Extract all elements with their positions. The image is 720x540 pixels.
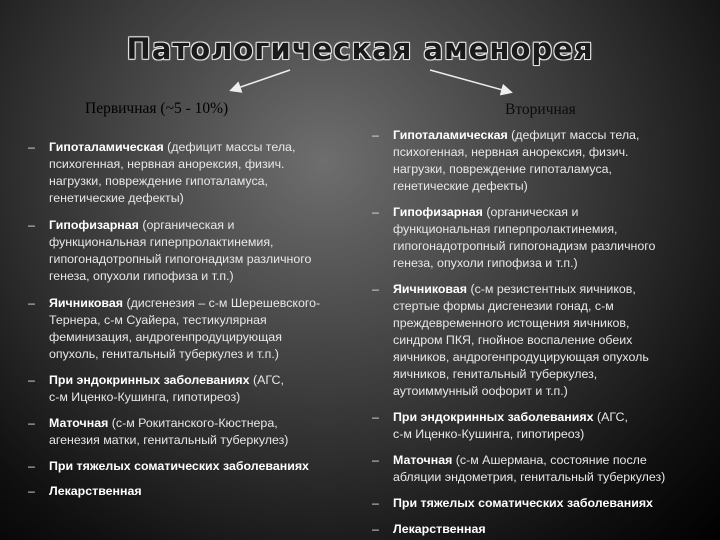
list-item: – Гипоталамическая (дефицит массы тела, психогенная, нервная анорексия, физич. нагрузки, повреждение гипоталамуса, генетические дефекты) xyxy=(28,140,296,205)
bullet-dash: – xyxy=(372,496,379,510)
list-item: – При эндокринных заболеваниях (АГС, с-м Иценко-Кушинга, гипотиреоз) xyxy=(372,410,628,441)
primary-list xyxy=(28,139,363,500)
slide-title: Патологическая аменорея xyxy=(126,32,594,66)
secondary-heading: Вторичная xyxy=(505,101,576,118)
list-item: – Лекарственная xyxy=(372,522,486,536)
bullet-dash: – xyxy=(28,373,35,387)
bullet-dash: – xyxy=(28,296,35,310)
list-item: – При тяжелых соматических заболеваниях xyxy=(372,496,653,510)
bullet-dash: – xyxy=(28,140,35,154)
bullet-dash: – xyxy=(372,128,379,142)
left-arrow xyxy=(232,70,290,90)
bullet-dash: – xyxy=(28,459,35,473)
bullet-dash: – xyxy=(372,410,379,424)
list-item: – Маточная (с-м Ашермана, состояние после абляции эндометрия, генитальный туберкулез) xyxy=(372,453,666,484)
list-item: – Гипоталамическая (дефицит массы тела, психогенная, нервная анорексия, физич. нагрузки, повреждение гипоталамуса, генетические дефекты) xyxy=(372,128,640,193)
list-item: – Гипофизарная (органическая и функциональная гиперпролактинемия, гипогонадотропный гипогонадизм различного генеза, опухоли гипофиза и т.п.) xyxy=(28,218,312,283)
right-arrow xyxy=(430,70,510,92)
bullet-dash: – xyxy=(28,416,35,430)
secondary-list xyxy=(372,127,712,538)
bullet-dash: – xyxy=(28,484,35,498)
bullet-dash: – xyxy=(372,453,379,467)
bullet-dash: – xyxy=(372,522,379,536)
list-item: – Гипофизарная (органическая и функциональная гиперпролактинемия, гипогонадотропный гипогонадизм различного генеза, опухоли гипофиза и т.п.) xyxy=(372,205,656,270)
list-item: – Маточная (с-м Рокитанского-Кюстнера, агенезия матки, генитальный туберкулез) xyxy=(28,416,289,447)
list-item: – Яичниковая (дисгенезия – с-м Шерешевского- Тернера, с-м Суайера, тестикулярная феминизация, андрогенпродуцирующая опухоль, генитальный туберкулез и т.п.) xyxy=(28,296,321,361)
bullet-dash: – xyxy=(28,218,35,232)
primary-heading: Первичная (~5 - 10%) xyxy=(85,100,229,117)
bullet-dash: – xyxy=(372,282,379,296)
list-item: – Лекарственная xyxy=(28,484,142,498)
list-item: – Яичниковая (с-м резистентных яичников, стертые формы дисгенезии гонад, с-м преждевременного истощения яичников, синдром ПКЯ, гнойное воспаление обеих яичников, андрогенпродуцирующая опухоль яичников, генитальный туберкулез, аутоиммунный оофорит и т.п.) xyxy=(372,282,649,398)
list-item: – При тяжелых соматических заболеваниях xyxy=(28,459,309,473)
bullet-dash: – xyxy=(372,205,379,219)
list-item: – При эндокринных заболеваниях (АГС, с-м Иценко-Кушинга, гипотиреоз) xyxy=(28,373,284,404)
